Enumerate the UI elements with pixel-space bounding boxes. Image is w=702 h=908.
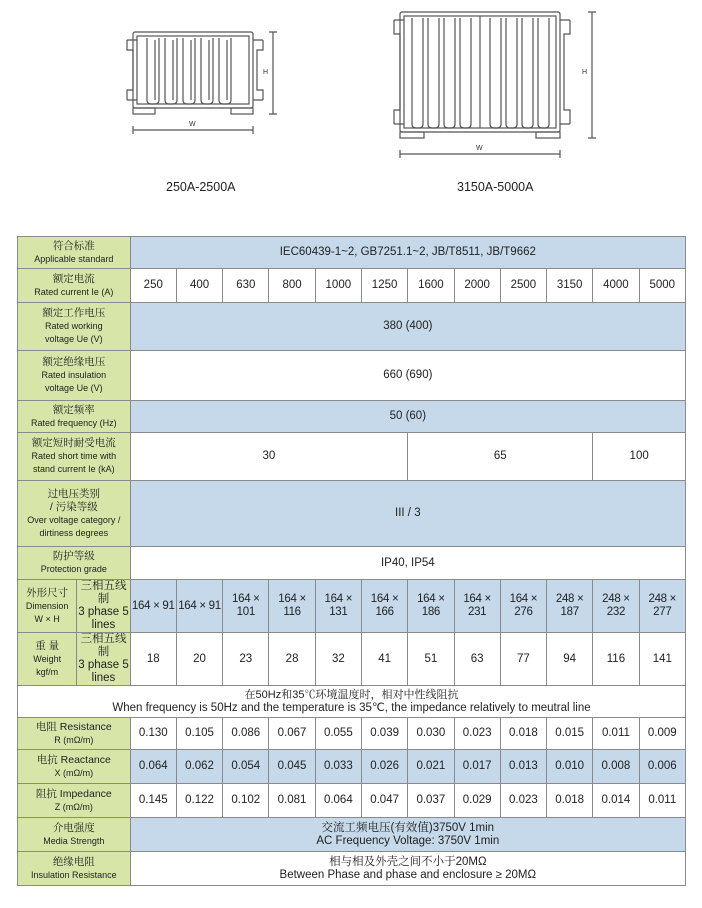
current-cell: 1000 <box>315 269 361 303</box>
overvoltage-label: 过电压类别 / 污染等级 Over voltage category / dirtiness degrees <box>18 481 131 547</box>
row-dimension <box>18 580 686 633</box>
current-cell: 1600 <box>408 269 454 303</box>
rated-current-label: 额定电流 Rated current Ie (A) <box>18 269 131 303</box>
reactance-cell: 0.064 <box>130 750 176 784</box>
weight-cell: 32 <box>315 633 361 686</box>
current-cell: 2500 <box>500 269 546 303</box>
height-label: H <box>582 69 588 76</box>
busway-section-large <box>392 6 602 171</box>
protection-label: 防护等级 Protection grade <box>18 547 131 580</box>
weight-cell: 141 <box>639 633 685 686</box>
dimension-cell: 248 × 232 <box>593 580 639 633</box>
weight-cell: 18 <box>130 633 176 686</box>
weight-cell: 51 <box>408 633 454 686</box>
weight-cell: 41 <box>361 633 407 686</box>
frequency-label: 额定频率 Rated frequency (Hz) <box>18 401 131 433</box>
working-voltage-value: 380 (400) <box>130 303 685 351</box>
resistance-cell: 0.023 <box>454 718 500 750</box>
current-cell: 1250 <box>361 269 407 303</box>
reactance-cell: 0.010 <box>547 750 593 784</box>
weight-sub: 三相五线制 3 phase 5 lines <box>78 633 129 684</box>
current-cell: 3150 <box>547 269 593 303</box>
protection-value: IP40, IP54 <box>130 547 685 580</box>
standard-label: 符合标准 Applicable standard <box>18 237 131 269</box>
spec-table <box>17 236 686 886</box>
row-working-voltage <box>18 303 686 351</box>
dimension-cell: 164 × 276 <box>500 580 546 633</box>
resistance-cell: 0.105 <box>176 718 222 750</box>
reactance-cell: 0.006 <box>639 750 685 784</box>
weight-cell: 116 <box>593 633 639 686</box>
reactance-cell: 0.054 <box>223 750 269 784</box>
media-strength-label: 介电强度 Media Strength <box>18 818 131 852</box>
row-rated-current <box>18 269 686 303</box>
resistance-cell: 0.015 <box>547 718 593 750</box>
insulation-resistance-label: 绝缘电阻 Insulation Resistance <box>18 852 131 886</box>
resistance-cell: 0.039 <box>361 718 407 750</box>
impedance-cell: 0.029 <box>454 784 500 818</box>
width-label: W <box>476 145 483 152</box>
current-cell: 5000 <box>639 269 685 303</box>
resistance-cell: 0.086 <box>223 718 269 750</box>
impedance-cell: 0.081 <box>269 784 315 818</box>
reactance-cell: 0.013 <box>500 750 546 784</box>
row-resistance <box>18 718 686 750</box>
row-impedance <box>18 784 686 818</box>
weight-cell: 20 <box>176 633 222 686</box>
row-insulation-resistance <box>18 852 686 886</box>
short-time-value: 65 <box>408 433 593 481</box>
resistance-label: 电阻 Resistance R (mΩ/m) <box>18 718 131 750</box>
media-strength-value: 交流工频电压(有效值)3750V 1min AC Frequency Voltage: 3750V 1min <box>130 818 685 852</box>
height-label: H <box>263 69 269 76</box>
short-time-value: 100 <box>593 433 686 481</box>
dimension-cell: 164 × 166 <box>361 580 407 633</box>
row-protection <box>18 547 686 580</box>
dimension-cell: 164 × 131 <box>315 580 361 633</box>
busway-section-small <box>125 26 285 146</box>
resistance-cell: 0.130 <box>130 718 176 750</box>
dimension-cell: 164 × 231 <box>454 580 500 633</box>
impedance-cell: 0.023 <box>500 784 546 818</box>
insulation-voltage-label: 额定绝缘电压 Rated insulation voltage Ue (V) <box>18 351 131 401</box>
dimension-cell: 164 × 186 <box>408 580 454 633</box>
row-frequency <box>18 401 686 433</box>
dimension-cell: 164 × 91 <box>130 580 176 633</box>
impedance-cell: 0.047 <box>361 784 407 818</box>
weight-cell: 23 <box>223 633 269 686</box>
overvoltage-value: III / 3 <box>130 481 685 547</box>
impedance-cell: 0.011 <box>639 784 685 818</box>
reactance-cell: 0.008 <box>593 750 639 784</box>
resistance-cell: 0.009 <box>639 718 685 750</box>
weight-cell: 94 <box>547 633 593 686</box>
dimension-sub: 三相五线制 3 phase 5 lines <box>78 580 129 631</box>
frequency-value: 50 (60) <box>130 401 685 433</box>
resistance-cell: 0.067 <box>269 718 315 750</box>
row-impedance-note <box>18 686 686 718</box>
impedance-cell: 0.018 <box>547 784 593 818</box>
impedance-note: 在50Hz和35℃环境温度时，相对中性线阻抗 When frequency is 50Hz and the temperature is 35℃, the impedance relatively to meutral line <box>18 686 686 718</box>
dimension-cell: 164 × 116 <box>269 580 315 633</box>
working-voltage-label: 额定工作电压 Rated working voltage Ue (V) <box>18 303 131 351</box>
weight-cell: 28 <box>269 633 315 686</box>
weight-cell: 63 <box>454 633 500 686</box>
impedance-cell: 0.145 <box>130 784 176 818</box>
reactance-label: 电抗 Reactance X (mΩ/m) <box>18 750 131 784</box>
current-cell: 800 <box>269 269 315 303</box>
reactance-cell: 0.017 <box>454 750 500 784</box>
row-overvoltage <box>18 481 686 547</box>
weight-cell: 77 <box>500 633 546 686</box>
dimension-cell: 164 × 91 <box>176 580 222 633</box>
dimension-cell: 248 × 277 <box>639 580 685 633</box>
figure-caption-large: 3150A-5000A <box>457 180 534 194</box>
impedance-label: 阻抗 Impedance Z (mΩ/m) <box>18 784 131 818</box>
resistance-cell: 0.030 <box>408 718 454 750</box>
insulation-resistance-value: 相与相及外壳之间不小于20MΩ Between Phase and phase and enclosure ≥ 20MΩ <box>130 852 685 886</box>
impedance-cell: 0.014 <box>593 784 639 818</box>
weight-label: 重 量 Weight kgf/m <box>18 633 77 686</box>
short-time-value: 30 <box>130 433 408 481</box>
row-weight <box>18 633 686 686</box>
current-cell: 250 <box>130 269 176 303</box>
dimension-cell: 248 × 187 <box>547 580 593 633</box>
dimension-label: 外形尺寸 Dimension W × H <box>18 580 77 633</box>
reactance-cell: 0.033 <box>315 750 361 784</box>
reactance-cell: 0.021 <box>408 750 454 784</box>
current-cell: 630 <box>223 269 269 303</box>
reactance-cell: 0.045 <box>269 750 315 784</box>
current-cell: 4000 <box>593 269 639 303</box>
impedance-cell: 0.102 <box>223 784 269 818</box>
standard-value: IEC60439-1~2, GB7251.1~2, JB/T8511, JB/T9662 <box>130 237 685 269</box>
width-label: W <box>189 121 196 128</box>
row-media-strength <box>18 818 686 852</box>
current-cell: 400 <box>176 269 222 303</box>
row-reactance <box>18 750 686 784</box>
impedance-cell: 0.122 <box>176 784 222 818</box>
impedance-cell: 0.037 <box>408 784 454 818</box>
reactance-cell: 0.062 <box>176 750 222 784</box>
dimension-cell: 164 × 101 <box>223 580 269 633</box>
impedance-cell: 0.064 <box>315 784 361 818</box>
insulation-voltage-value: 660 (690) <box>130 351 685 401</box>
resistance-cell: 0.055 <box>315 718 361 750</box>
figure-caption-small: 250A-2500A <box>166 180 236 194</box>
resistance-cell: 0.011 <box>593 718 639 750</box>
row-insulation-voltage <box>18 351 686 401</box>
row-standard <box>18 237 686 269</box>
reactance-cell: 0.026 <box>361 750 407 784</box>
short-time-label: 额定短时耐受电流 Rated short time with stand current Ie (kA) <box>18 433 131 481</box>
resistance-cell: 0.018 <box>500 718 546 750</box>
row-short-time <box>18 433 686 481</box>
current-cell: 2000 <box>454 269 500 303</box>
